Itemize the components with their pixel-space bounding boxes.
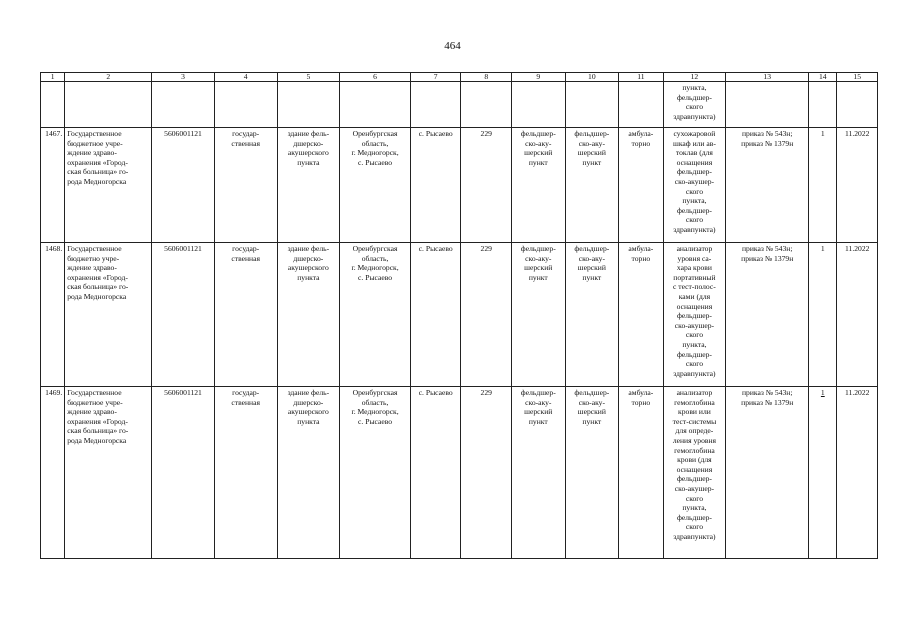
col-header: 11 [619,73,663,82]
quantity: 1 [809,128,837,243]
unit-name: фельдшер- ско-аку- шерский пункт [565,128,619,243]
ownership-form: государ- ственная [214,387,277,559]
code: 229 [461,243,512,387]
col-header: 3 [152,73,215,82]
quantity: 1 [809,387,837,559]
col-header: 2 [65,73,152,82]
equipment: анализатор уровня са- хара крови портативный с тест-полос- ками (для оснащения фельдшер- ско-акушер- ского пункта, фельдшер- ского здравпункта) [663,243,726,387]
col-header: 15 [837,73,878,82]
ownership-form: государ- ственная [214,128,277,243]
row-number: 1469. [41,387,65,559]
care-type: амбула- торно [619,387,663,559]
page-number: 464 [444,40,461,52]
continuation-equipment: пункта, фельдшер- ского здравпункта) [663,82,726,128]
code: 229 [461,387,512,559]
col-header: 6 [340,73,411,82]
organization-name: Государственное бюджетное учре- ждение здраво- охранения «Город- ская больница» го- рода Медногорска [65,128,152,243]
building: здание фель- дшерско- акушерского пункта [277,387,340,559]
building: здание фель- дшерско- акушерского пункта [277,128,340,243]
col-header: 12 [663,73,726,82]
table-row [41,387,878,559]
row-number: 1468. [41,243,65,387]
order-reference: приказ № 543н; приказ № 1379н [726,243,809,387]
date: 11.2022 [837,128,878,243]
locality: с. Рысаево [410,243,461,387]
column-number-row [41,73,878,82]
organization-name: Государственное бюджетное учре- ждение здраво- охранения «Город- ская больница» го- рода Медногорска [65,387,152,559]
date: 11.2022 [837,243,878,387]
unit-type: фельдшер- ско-аку- шерский пункт [512,243,566,387]
col-header: 1 [41,73,65,82]
code: 229 [461,128,512,243]
register-table [40,72,878,559]
ownership-form: государ- ственная [214,243,277,387]
address: Оренбургская область, г. Медногорск, с. Рысаево [340,387,411,559]
col-header: 4 [214,73,277,82]
unit-type: фельдшер- ско-аку- шерский пункт [512,128,566,243]
inn-code: 5606001121 [152,387,215,559]
continuation-row [41,82,878,128]
inn-code: 5606001121 [152,243,215,387]
order-reference: приказ № 543н; приказ № 1379н [726,128,809,243]
unit-name: фельдшер- ско-аку- шерский пункт [565,243,619,387]
col-header: 5 [277,73,340,82]
date: 11.2022 [837,387,878,559]
organization-name: Государственное бюджетно учре- ждение здраво- охранения «Город- ская больница» го- рода Медногорска [65,243,152,387]
address: Оренбургская область, г. Медногорск, с. Рысаево [340,128,411,243]
col-header: 14 [809,73,837,82]
locality: с. Рысаево [410,128,461,243]
col-header: 13 [726,73,809,82]
inn-code: 5606001121 [152,128,215,243]
col-header: 9 [512,73,566,82]
quantity: 1 [809,243,837,387]
care-type: амбула- торно [619,128,663,243]
locality: с. Рысаево [410,387,461,559]
table-row [41,128,878,243]
col-header: 7 [410,73,461,82]
order-reference: приказ № 543н; приказ № 1379н [726,387,809,559]
unit-type: фельдшер- ско-аку- шерский пункт [512,387,566,559]
building: здание фель- дшерско- акушерского пункта [277,243,340,387]
unit-name: фельдшер- ско-аку- шерский пункт [565,387,619,559]
col-header: 8 [461,73,512,82]
table-row [41,243,878,387]
address: Оренбургская область, г. Медногорск, с. Рысаево [340,243,411,387]
col-header: 10 [565,73,619,82]
equipment: сухожаровой шкаф или ав- токлав (для оснащения фельдшер- ско-акушер- ского пункта, фельдшер- ского здравпункта) [663,128,726,243]
care-type: амбула- торно [619,243,663,387]
row-number: 1467. [41,128,65,243]
equipment: анализатор гемоглобина крови или тест-системы для опреде- ления уровня гемоглобина крови (для оснащения фельдшер- ско-акушер- ского пункта, фельдшер- ского здравпункта) [663,387,726,559]
